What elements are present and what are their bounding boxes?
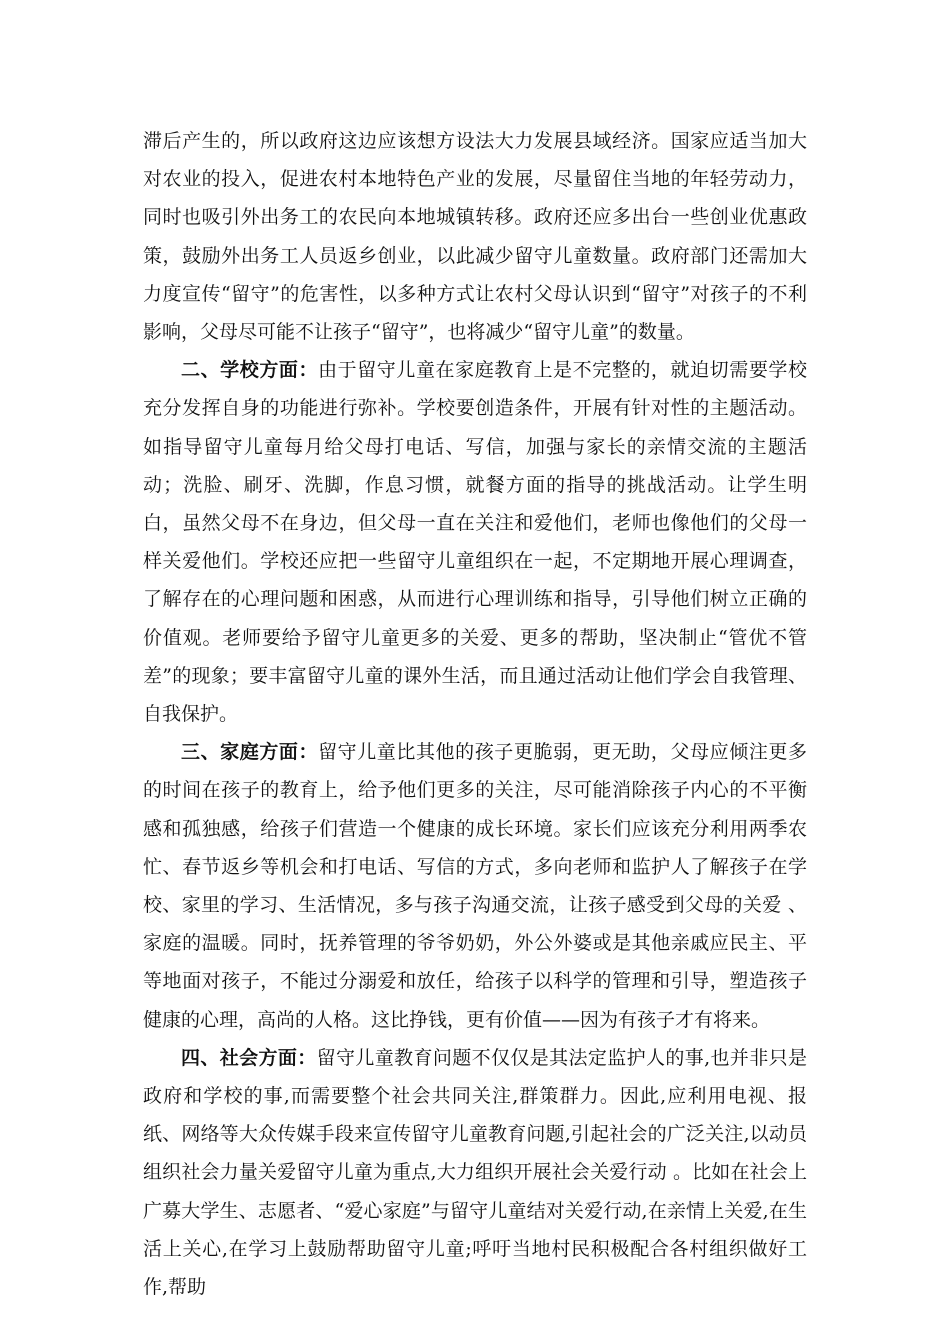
- paragraph-heading-school: 二、学校方面：: [181, 359, 319, 382]
- paragraph-text: 由于留守儿童在家庭教育上是不完整的，就迫切需要学校充分发挥自身的功能进行弥补。学校要创造条件，开展有针对性的主题活动。如指导留守儿童每月给父母打电话、写信，加强与家长的亲情交流的主题活动；洗脸、刷牙、洗脚，作息习惯，就餐方面的指导的挑战活动。让学生明白，虽然父母不在身边，但父母一直在关注和爱他们，老师也像他们的父母一样关爱他们。学校还应把一些留守儿童组织在一起，不定期地开展心理调查，了解存在的心理问题和困惑，从而进行心理训练和指导，引导他们树立正确的价值观。老师要给予留守儿童更多的关爱、更多的帮助，坚决制止“管优不管差”的现象；要丰富留守儿童的课外生活，而且通过活动让他们学会自我管理、自我保护。: [143, 359, 807, 726]
- paragraph-heading-society: 四、社会方面：: [181, 1046, 317, 1069]
- paragraph-heading-family: 三、家庭方面：: [181, 741, 319, 764]
- paragraph-text: 滞后产生的，所以政府这边应该想方设法大力发展县域经济。国家应适当加大对农业的投入，促进农村本地特色产业的发展，尽量留住当地的年轻劳动力，同时也吸引外出务工的农民向本地城镇转移。政府还应多出台一些创业优惠政策，鼓励外出务工人员返乡创业，以此减少留守儿童数量。政府部门还需加大力度宣传“留守”的危害性，以多种方式让农村父母认识到“留守”对孩子的不利影响，父母尽可能不让孩子“留守”，也将减少“留守儿童”的数量。: [143, 130, 807, 344]
- paragraph-society: [143, 1039, 807, 1306]
- paragraph-school: [143, 351, 807, 733]
- paragraph-text: 留守儿童教育问题不仅仅是其法定监护人的事,也并非只是政府和学校的事,而需要整个社会共同关注,群策群力。因此,应利用电视、报纸、网络等大众传媒手段来宣传留守儿童教育问题,引起社会的广泛关注,以动员组织社会力量关爱留守儿童为重点,大力组织开展社会关爱行动 。比如在社会上广募大学生、志愿者、“爱心家庭”与留守儿童结对关爱行动,在亲情上关爱,在生活上关心,在学习上鼓励帮助留守儿童;呼吁当地村民积极配合各村组织做好工作,帮助: [143, 1046, 807, 1299]
- paragraph-text: 留守儿童比其他的孩子更脆弱，更无助，父母应倾注更多的时间在孩子的教育上，给予他们更多的关注，尽可能消除孩子内心的不平衡感和孤独感，给孩子们营造一个健康的成长环境。家长们应该充分利用两季农忙、春节返乡等机会和打电话、写信的方式，多向老师和监护人了解孩子在学校、家里的学习、生活情况，多与孩子沟通交流，让孩子感受到父母的关爱 、家庭的温暖。同时，抚养管理的爷爷奶奶，外公外婆或是其他亲戚应民主、平等地面对孩子，不能过分溺爱和放任，给孩子以科学的管理和引导，塑造孩子健康的心理，高尚的人格。这比挣钱，更有价值——因为有孩子才有将来。: [143, 741, 807, 1031]
- paragraph-government-continued: [143, 122, 807, 351]
- document-body: [143, 122, 807, 1306]
- paragraph-family: [143, 733, 807, 1039]
